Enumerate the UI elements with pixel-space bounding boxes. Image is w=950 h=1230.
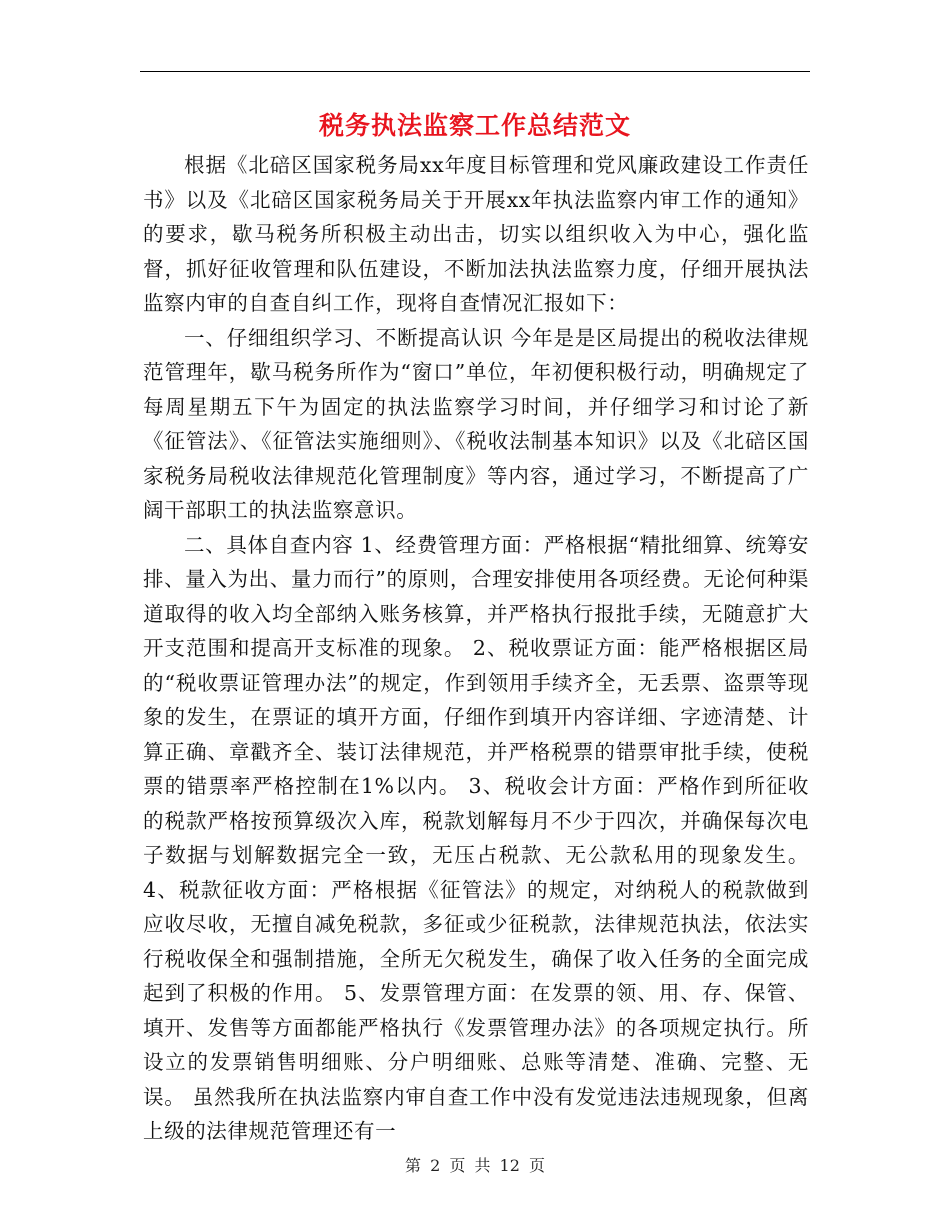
page-number: 第 2 页 共 12 页: [405, 1156, 545, 1175]
header-rule: [140, 71, 810, 72]
paragraph-section-1: 一、仔细组织学习、不断提高认识 今年是是区局提出的税收法律规范管理年，歇马税务所作为“窗口”单位，年初便积极行动，明确规定了每周星期五下午为固定的执法监察学习时间，并仔细学习和讨论了新《征管法》、《征管法实施细则》、《税收法制基本知识》以及《北碚区国家税务局税收法律规范化管理制度》等内容，通过学习，不断提高了广阔干部职工的执法监察意识。: [143, 325, 809, 522]
paragraph-section-2: 二、具体自查内容 1、经费管理方面：严格根据“精批细算、统筹安排、量入为出、量力而行”的原则，合理安排使用各项经费。无论何种渠道取得的收入均全部纳入账务核算，并严格执行报批手续，无随意扩大开支范围和提高开支标准的现象。 2、税收票证方面：能严格根据区局的“税收票证管理办法”的规定，作到领用手续齐全，无丢票、盗票等现象的发生，在票证的填开方面，仔细作到填开内容详细、字迹清楚、计算正确、章戳齐全、装订法律规范，并严格税票的错票审批手续，使税票的错票率严格控制在1%以内。 3、税收会计方面：严格作到所征收的税款严格按预算级次入库，税款划解每月不少于四次，并确保每次电子数据与划解数据完全一致，无压占税款、无公款私用的现象发生。 4、税款征收方面：严格根据《征管法》的规定，对纳税人的税款做到应收尽收，无擅自减免税款，多征或少征税款，法律规范执法，依法实行税收保全和强制措施，全所无欠税发生，确保了收入任务的全面完成起到了积极的作用。 5、发票管理方面：在发票的领、用、存、保管、填开、发售等方面都能严格执行《发票管理办法》的各项规定执行。所设立的发票销售明细账、分户明细账、总账等清楚、准确、完整、无误。 虽然我所在执法监察内审自查工作中没有发觉违法违规现象，但离上级的法律规范管理还有一: [143, 532, 809, 1143]
document-title: 税务执法监察工作总结范文: [318, 111, 631, 140]
document-body: [143, 148, 809, 1149]
paragraph-intro: 根据《北碚区国家税务局xx年度目标管理和党风廉政建设工作责任书》以及《北碚区国家税务局关于开展xx年执法监察内审工作的通知》的要求，歇马税务所积极主动出击，切实以组织收入为中心，强化监督，抓好征收管理和队伍建设，不断加法执法监察力度，仔细开展执法监察内审的自查自纠工作，现将自查情况汇报如下：: [143, 153, 809, 315]
